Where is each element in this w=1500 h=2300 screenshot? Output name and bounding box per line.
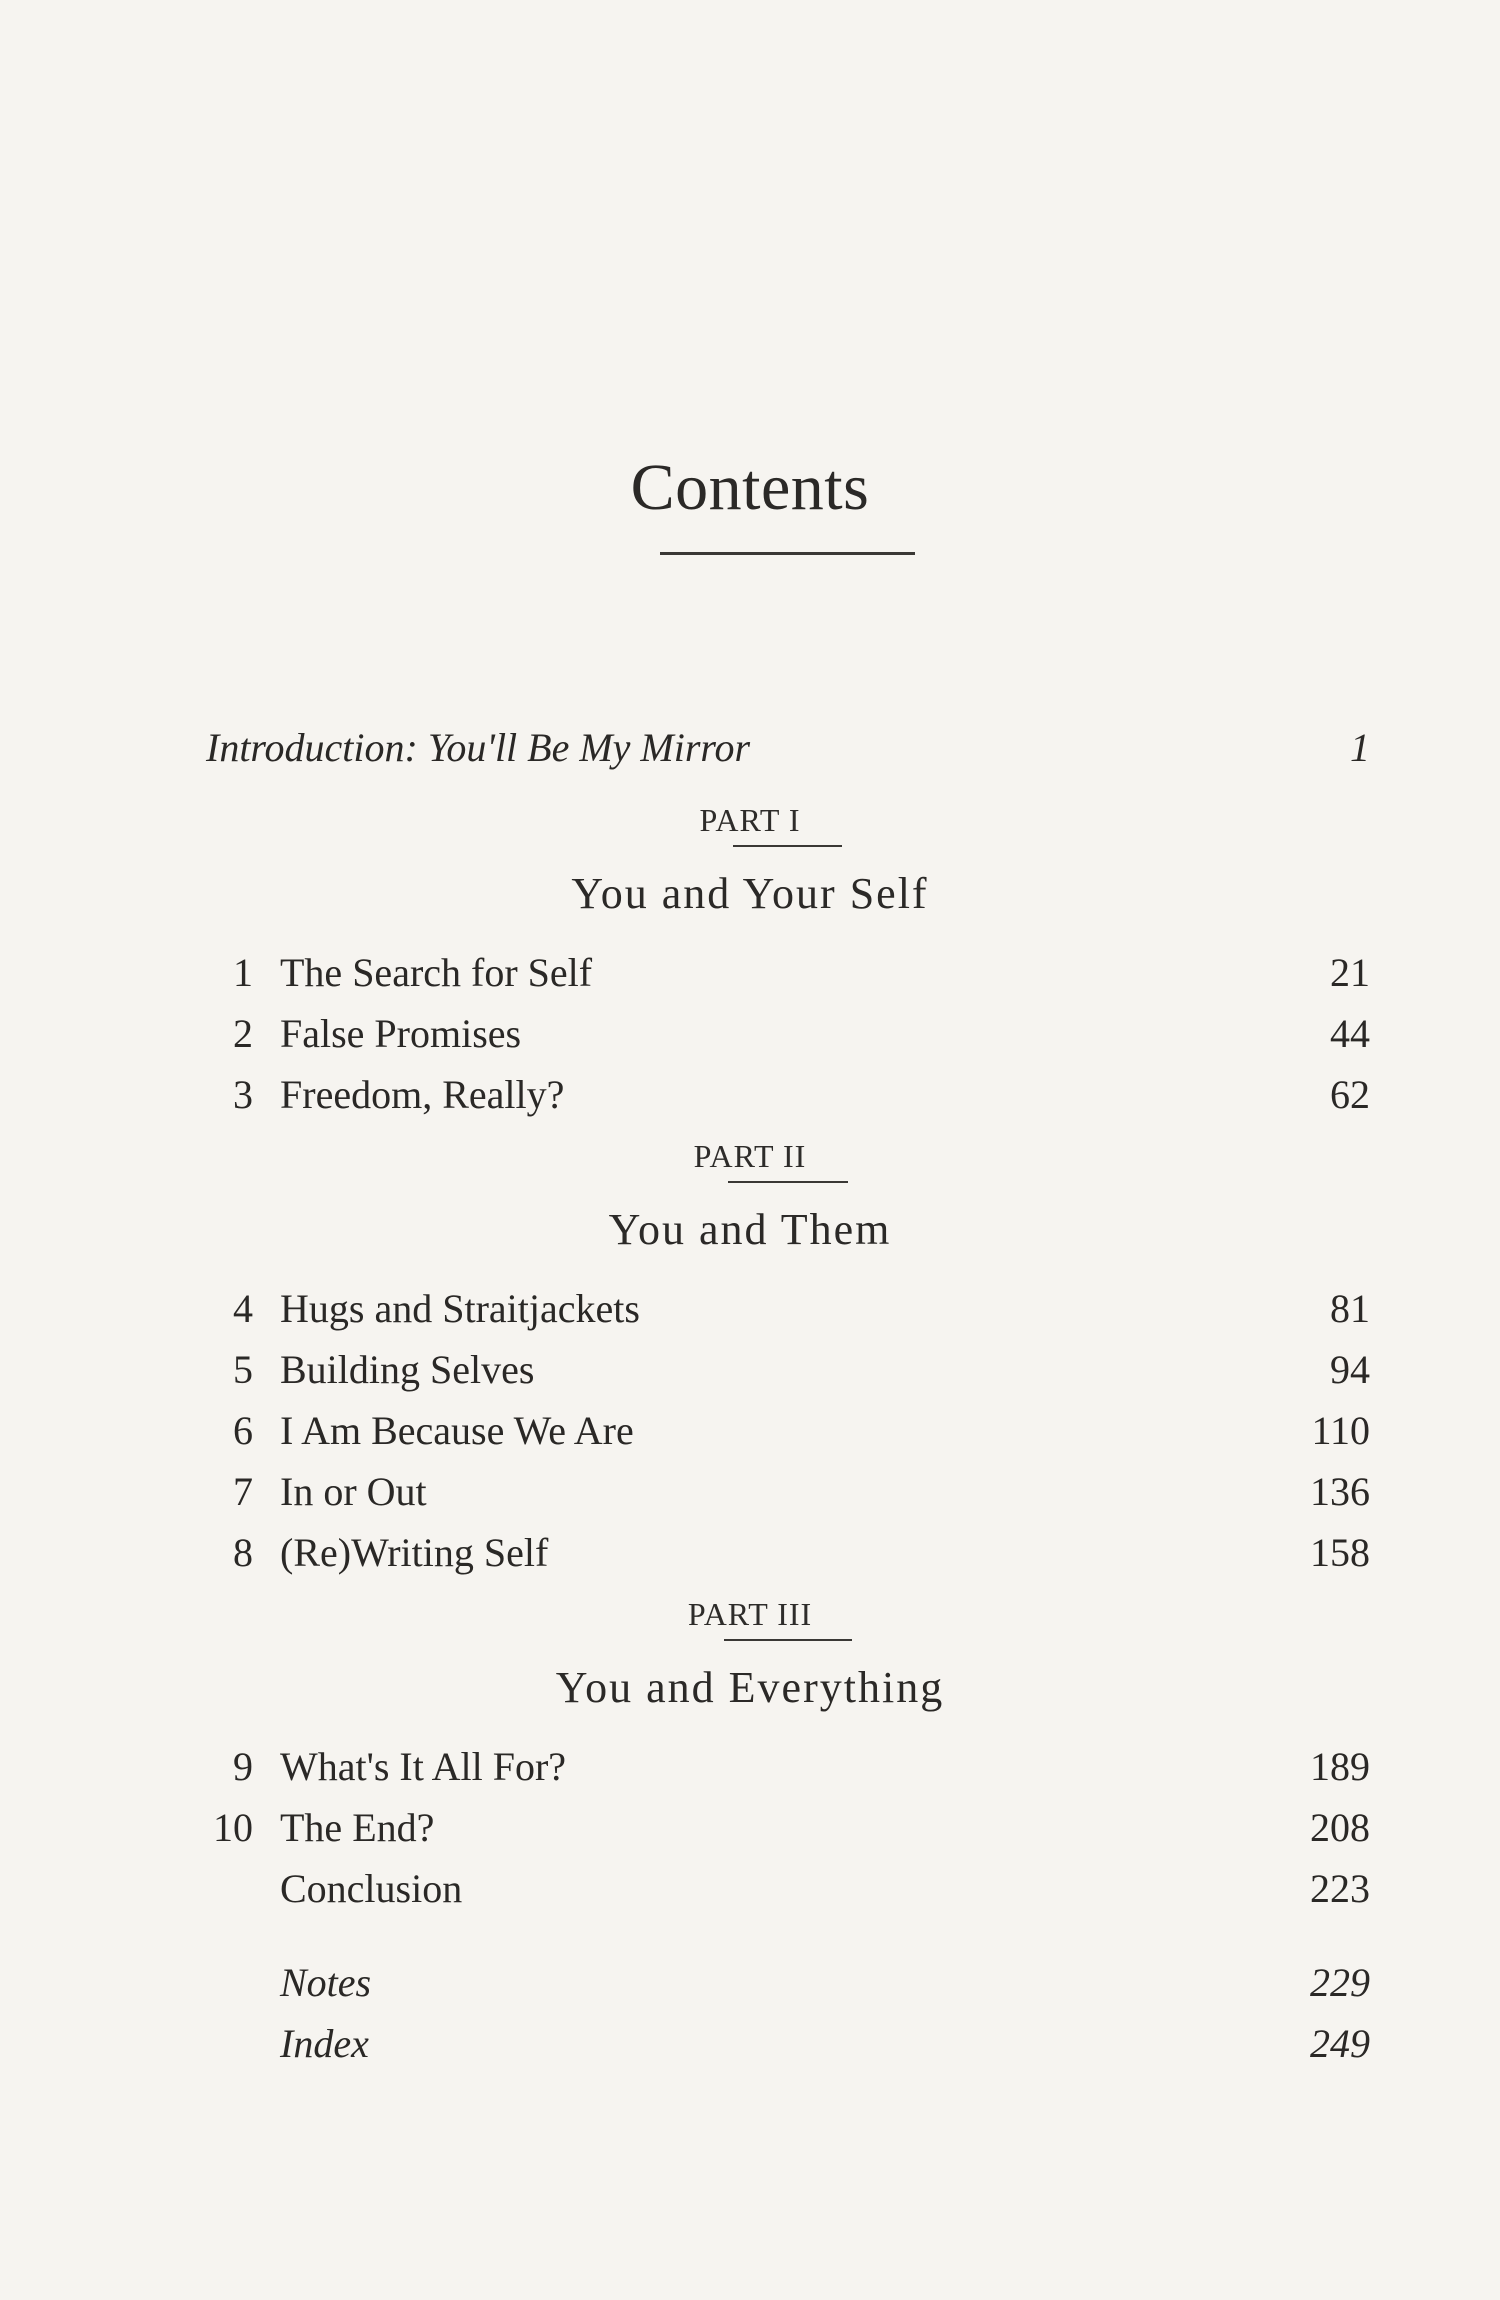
toc-entry-chapter[interactable] [0, 1004, 1500, 1064]
toc-chapter-number: 7 [233, 1469, 253, 1514]
part-underline [724, 1639, 852, 1641]
toc-entry-conclusion[interactable] [0, 1859, 1500, 1919]
toc-entry-chapter[interactable] [0, 943, 1500, 1003]
toc-chapter-number: 6 [233, 1408, 253, 1453]
toc-entry-page: 223 [1310, 1866, 1370, 1911]
toc-chapter-number: 4 [233, 1286, 253, 1331]
toc-entry-label: Building Selves [280, 1347, 535, 1392]
toc-entry-notes[interactable] [0, 1953, 1500, 2013]
part-label: PART III [687, 1596, 813, 1632]
toc-entry-introduction[interactable] [0, 718, 1500, 778]
toc-entry-label: The Search for Self [280, 950, 593, 995]
toc-entry-page: 110 [1311, 1408, 1370, 1453]
toc-entry-page: 1 [1350, 725, 1370, 770]
toc-chapter-number: 5 [233, 1347, 253, 1392]
toc-entry-label: Index [280, 2021, 369, 2066]
toc-chapter-number: 10 [213, 1805, 253, 1850]
toc-chapter-number: 3 [233, 1072, 253, 1117]
toc-entry-label: Hugs and Straitjackets [280, 1286, 640, 1331]
toc-entry-label: In or Out [280, 1469, 427, 1514]
part-underline [733, 845, 842, 847]
toc-entry-label: (Re)Writing Self [280, 1530, 549, 1575]
toc-entry-page: 94 [1330, 1347, 1370, 1392]
toc-chapter-number: 1 [233, 950, 253, 995]
title-underline [660, 552, 915, 555]
toc-entry-label: False Promises [280, 1011, 522, 1056]
toc-entry-chapter[interactable] [0, 1462, 1500, 1522]
page-title: Contents [630, 451, 870, 524]
toc-entry-label: Notes [280, 1960, 372, 2005]
toc-entry-page: 136 [1310, 1469, 1370, 1514]
toc-chapter-number: 9 [233, 1744, 253, 1789]
toc-entry-label: Freedom, Really? [280, 1072, 565, 1117]
part-title: You and Them [608, 1205, 892, 1254]
toc-entry-chapter[interactable] [0, 1798, 1500, 1858]
part-title: You and Everything [555, 1663, 945, 1712]
page-title-wrap [0, 451, 1500, 524]
toc-entry-page: 44 [1330, 1011, 1370, 1056]
toc-entry-page: 81 [1330, 1286, 1370, 1331]
toc-entry-chapter[interactable] [0, 1401, 1500, 1461]
part-label: PART I [699, 802, 801, 838]
toc-entry-label: The End? [280, 1805, 435, 1850]
toc-chapter-number: 2 [233, 1011, 253, 1056]
toc-entry-index[interactable] [0, 2014, 1500, 2074]
toc-entry-page: 189 [1310, 1744, 1370, 1789]
part-underline [728, 1181, 848, 1183]
toc-entry-page: 208 [1310, 1805, 1370, 1850]
toc-entry-page: 21 [1330, 950, 1370, 995]
toc-entry-label: Conclusion [280, 1866, 463, 1911]
toc-entry-label: I Am Because We Are [280, 1408, 634, 1453]
part-title: You and Your Self [571, 869, 929, 918]
toc-entry-page: 158 [1310, 1530, 1370, 1575]
toc-entry-page: 249 [1310, 2021, 1370, 2066]
toc-entry-chapter[interactable] [0, 1523, 1500, 1583]
toc-entry-chapter[interactable] [0, 1737, 1500, 1797]
toc-entry-label: Introduction: You'll Be My Mirror [206, 725, 751, 770]
toc-entry-page: 62 [1330, 1072, 1370, 1117]
toc-entry-page: 229 [1310, 1960, 1370, 2005]
toc-entry-label: What's It All For? [280, 1744, 567, 1789]
toc-chapter-number: 8 [233, 1530, 253, 1575]
part-label: PART II [693, 1138, 807, 1174]
toc-entry-chapter[interactable] [0, 1340, 1500, 1400]
toc-entry-chapter[interactable] [0, 1065, 1500, 1125]
toc-entry-chapter[interactable] [0, 1279, 1500, 1339]
